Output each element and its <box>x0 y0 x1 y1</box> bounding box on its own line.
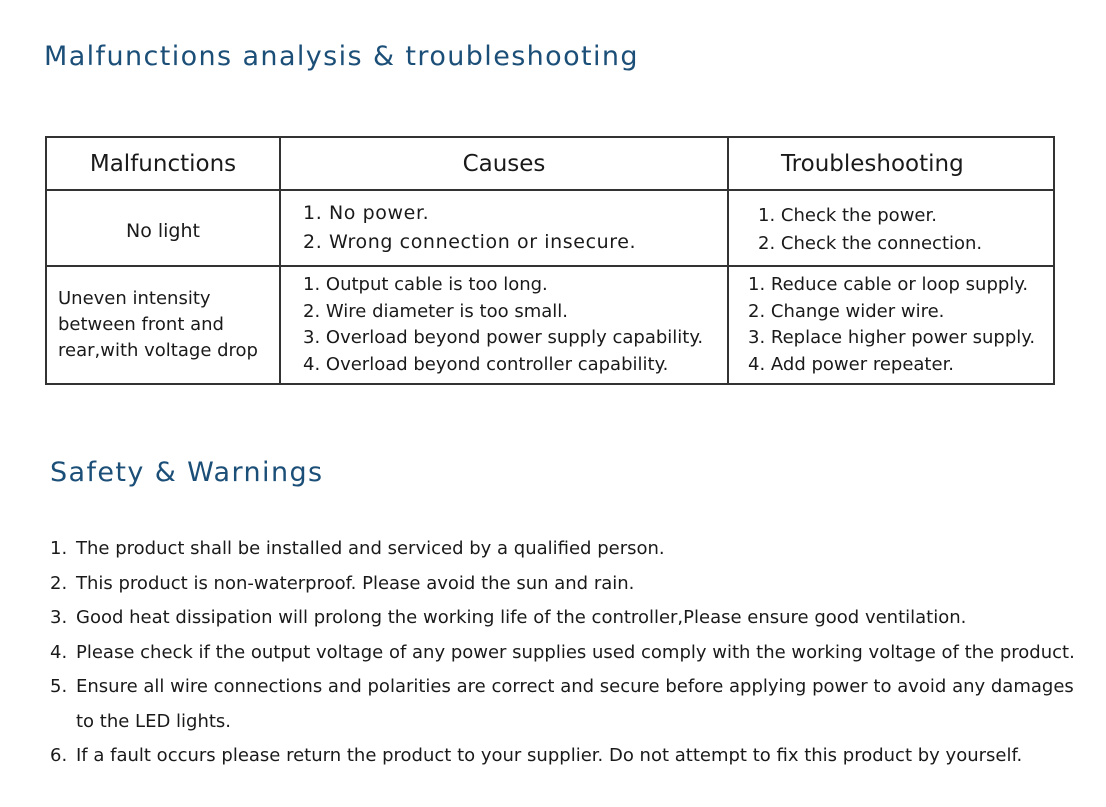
warning-text: This product is non-waterproof. Please avoid the sun and rain. <box>76 572 635 594</box>
troubleshooting-cell <box>728 266 1054 384</box>
troubleshooting-item: 1. Check the power. <box>758 205 937 226</box>
malfunctions-heading: Malfunctions analysis & troubleshooting <box>44 41 639 72</box>
warning-number: 4. <box>50 641 68 663</box>
warning-number: 6. <box>50 745 68 766</box>
warning-item <box>50 739 1090 774</box>
warning-item <box>50 670 1090 739</box>
table-row <box>46 266 1054 384</box>
warning-text: Ensure all wire connections and polarities are correct and secure before applying power to avoid any damages <box>76 676 1074 697</box>
safety-warnings-list <box>50 532 1090 774</box>
cause-item: 2. Wire diameter is too small. <box>303 300 568 322</box>
causes-list <box>303 199 727 257</box>
warning-item <box>50 601 1090 636</box>
troubleshooting-item: 2. Change wider wire. <box>748 300 945 322</box>
causes-cell <box>280 266 728 384</box>
warning-text: If a fault occurs please return the product to your supplier. Do not attempt to fix this product by yourself. <box>76 745 1023 766</box>
table-header-row <box>46 137 1054 190</box>
warning-number: 3. <box>50 607 68 628</box>
causes-cell <box>280 190 728 266</box>
header-troubleshooting: Troubleshooting <box>728 137 1054 190</box>
troubleshooting-list <box>748 272 1053 378</box>
safety-heading: Safety & Warnings <box>50 457 324 488</box>
causes-list <box>303 272 727 378</box>
cause-item: 1. Output cable is too long. <box>303 274 548 295</box>
malfunction-line: rear,with voltage drop <box>58 340 258 361</box>
warning-number: 5. <box>50 676 68 697</box>
cause-item: 2. Wrong connection or insecure. <box>303 231 637 253</box>
malfunction-text: No light <box>126 220 200 242</box>
cause-item: 4. Overload beyond controller capability. <box>303 353 669 375</box>
troubleshooting-table <box>45 136 1055 385</box>
troubleshooting-item: 4. Add power repeater. <box>748 353 955 375</box>
troubleshooting-item: 2. Check the connection. <box>758 233 983 254</box>
malfunction-line: between front and <box>58 314 224 335</box>
troubleshooting-item: 3. Replace higher power supply. <box>748 327 1036 348</box>
malfunction-cell <box>46 190 280 266</box>
header-causes: Causes <box>280 137 728 190</box>
malfunction-cell <box>46 266 280 384</box>
cause-item: 3. Overload beyond power supply capability. <box>303 327 704 348</box>
cause-item: 1. No power. <box>303 202 430 224</box>
warning-text-continuation: to the LED lights. <box>76 710 232 732</box>
warning-number: 1. <box>50 538 68 559</box>
troubleshooting-cell <box>728 190 1054 266</box>
warning-text: Good heat dissipation will prolong the working life of the controller,Please ensure good ventilation. <box>76 607 967 628</box>
troubleshooting-list <box>751 198 1053 258</box>
warning-number: 2. <box>50 572 68 594</box>
malfunction-line: Uneven intensity <box>58 288 211 309</box>
header-malfunctions: Malfunctions <box>46 137 280 190</box>
warning-text: The product shall be installed and serviced by a qualified person. <box>76 538 665 559</box>
warning-item <box>50 532 1090 567</box>
warning-text: Please check if the output voltage of any power supplies used comply with the working voltage of the product. <box>76 641 1075 663</box>
table-row <box>46 190 1054 266</box>
warning-item <box>50 567 1090 602</box>
warning-item <box>50 636 1090 671</box>
troubleshooting-item: 1. Reduce cable or loop supply. <box>748 274 1029 295</box>
